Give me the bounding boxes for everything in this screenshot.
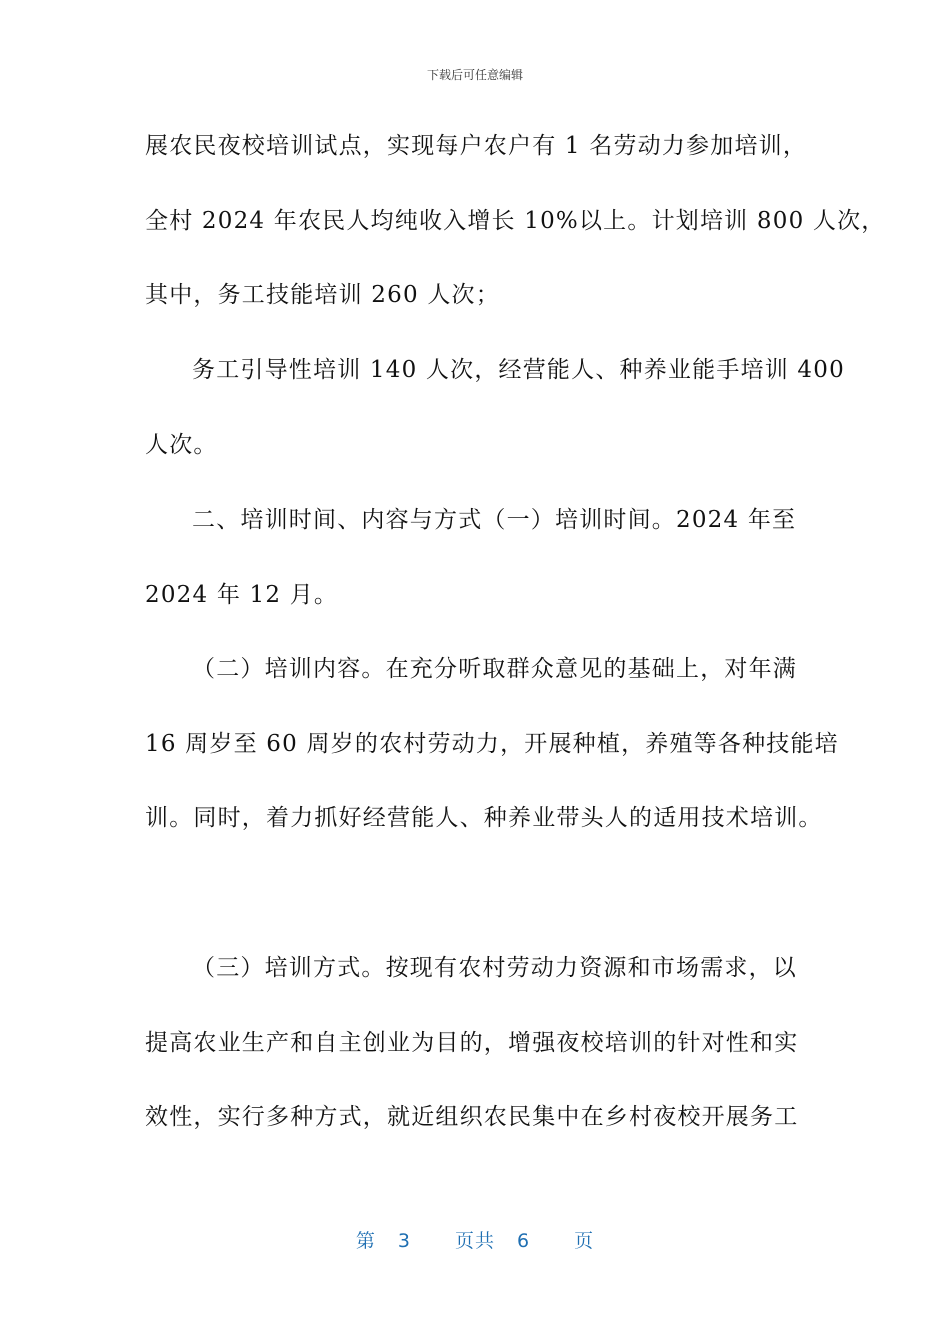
body-line-3: 其中，务工技能培训 260 人次； [145, 282, 500, 308]
header-note: 下载后可任意编辑 [426, 68, 523, 82]
footer-suffix: 页 [574, 1230, 595, 1252]
footer-prefix: 第 [355, 1230, 376, 1252]
body-line-13: 效性，实行多种方式，就近组织农民集中在乡村夜校开展务工 [145, 1104, 799, 1130]
footer-middle: 页共 [454, 1230, 495, 1252]
body-line-5: 人次。 [145, 432, 218, 458]
body-line-11: （三）培训方式。按现有农村劳动力资源和市场需求，以 [192, 955, 797, 981]
body-line-10: 训。同时，着力抓好经营能人、种养业带头人的适用技术培训。 [145, 805, 823, 831]
body-line-8: （二）培训内容。在充分听取群众意见的基础上，对年满 [192, 656, 797, 682]
body-line-12: 提高农业生产和自主创业为目的，增强夜校培训的针对性和实 [145, 1030, 799, 1056]
page-footer [0, 1226, 950, 1253]
body-line-2: 全村 2024 年农民人均纯收入增长 10%以上。计划培训 800 人次， [145, 208, 886, 234]
footer-page-number: 3 [397, 1230, 411, 1252]
body-line-1: 展农民夜校培训试点，实现每户农户有 1 名劳动力参加培训， [145, 133, 808, 159]
body-line-4: 务工引导性培训 140 人次，经营能人、种养业能手培训 400 [192, 357, 845, 383]
body-line-6: 二、培训时间、内容与方式（一）培训时间。2024 年至 [192, 507, 797, 533]
body-line-7: 2024 年 12 月。 [145, 582, 339, 608]
footer-total-pages: 6 [517, 1230, 531, 1252]
body-line-9: 16 周岁至 60 周岁的农村劳动力，开展种植，养殖等各种技能培 [145, 731, 839, 757]
